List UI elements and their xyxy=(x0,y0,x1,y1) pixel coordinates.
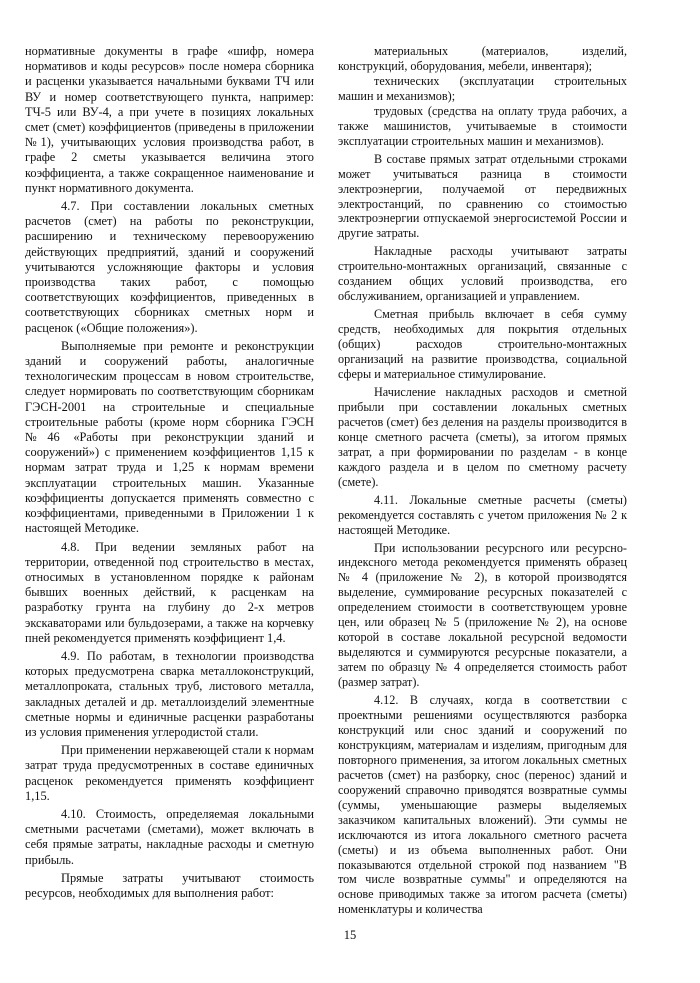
paragraph: Прямые затраты учитывают стоимость ресурсов, необходимых для выполнения работ: xyxy=(25,870,314,900)
paragraph: Выполняемые при ремонте и реконструкции зданий и сооружений работы, аналогичные технологическим процессам в новом строительстве, следует нормировать по соответствующим сборникам ГЭСН-2001 на строительные и специальные строительные работы (кроме норм сборника ГЭСН №46 «Работы при реконструкции зданий и сооружений») с применением коэффициентов 1,15 к нормам затрат труда и 1,25 к нормам времени эксплуатации строительных машин. Указанные коэффициенты допускается применять совместно с коэффициентами, приведенными в Приложении 1 к настоящей Методике. xyxy=(25,338,314,536)
paragraph: Сметная прибыль включает в себя сумму средств, необходимых для покрытия отдельных (общих) расходов строительно-монтажных организаций на развитие производства, социальной сферы и материальное стимулирование. xyxy=(338,307,627,382)
paragraph: В составе прямых затрат отдельными строками может учитываться разница в стоимости электроэнергии, получаемой от передвижных электростанций, по сравнению со стоимостью электроэнергии отпускаемой энергосистемой России и другие затраты. xyxy=(338,151,627,241)
paragraph-4-11: 4.11. Локальные сметные расчеты (сметы) рекомендуется составлять с учетом приложения № 2 к настоящей Методике. xyxy=(338,492,627,537)
paragraph-4-8: 4.8. При ведении земляных работ на территории, отведенной под строительство в местах, относимых в установленном порядке к районам бывших военных действий, к расценкам на разработку грунта на глубину до 2-х метров экскаваторами или бульдозерами, а также на корчевку пней рекомендуется применять коэффициент 1,4. xyxy=(25,539,314,645)
right-column xyxy=(338,44,627,917)
paragraph: Накладные расходы учитывают затраты строительно-монтажных организаций, связанные с созданием общих условий производства, его обслуживанием, организацией и управлением. xyxy=(338,244,627,304)
page-number: 15 xyxy=(343,928,357,942)
left-column xyxy=(25,44,314,901)
paragraph: При использовании ресурсного или ресурсно-индексного метода рекомендуется применять образец № 4 (приложение № 2), в которой производятся выделение, суммирование ресурсных показателей с определением стоимости в соответствующем уровне цен, или образец № 5 (приложение № 2), на основе которой в составе локальной ресурсной ведомости выделяются и суммируются ресурсные показатели, а затем по образцу № 4 определяется стоимость работ (размер затрат). xyxy=(338,540,627,690)
paragraph: нормативные документы в графе «шифр, номера нормативов и коды ресурсов» после номера сборника и расценки указывается начальными буквами ТЧ или ВУ и номер соответствующего пункта, например: ТЧ-5 или ВУ-4, а при учете в позициях локальных смет (смет) коэффициентов (приведены в приложении №1), учитывающих условия производства работ, в графе 2 сметы указывается величина этого коэффициента, а также сокращенное наименование и пункт нормативного документа. xyxy=(25,44,314,195)
list-item: материальных (материалов, изделий, конструкций, оборудования, мебели, инвентаря); xyxy=(338,44,627,73)
paragraph: Начисление накладных расходов и сметной прибыли при составлении локальных сметных расчетов (смет) без деления на разделы производится в конце сметного расчета (сметы), за итогом прямых затрат, а при формировании по разделам - в конце каждого раздела и в целом по сметному расчету (смете). xyxy=(338,384,627,489)
paragraph-4-10: 4.10. Стоимость, определяемая локальными сметными расчетами (сметами), может включать в себя прямые затраты, накладные расходы и сметную прибыль. xyxy=(25,806,314,867)
list-item: технических (эксплуатации строительных машин и механизмов); xyxy=(338,73,627,103)
paragraph-4-9: 4.9. По работам, в технологии производства которых предусмотрена сварка металлоконструкций, металлопроката, стальных труб, листового металла, закладных деталей и др. металлоизделий элементные сметные нормы и единичные расценки разработаны из условия применения углеродистой стали. xyxy=(25,648,314,739)
list-item: трудовых (средства на оплату труда рабочих, а также машинистов, учитываемые в стоимости эксплуатации строительных машин и механизмов). xyxy=(338,103,627,148)
paragraph: При применении нержавеющей стали к нормам затрат труда предусмотренных в составе единичных расценок рекомендуется применять коэффициент 1,15. xyxy=(25,743,314,803)
paragraph-4-12: 4.12. В случаях, когда в соответствии с проектными решениями осуществляются разборка конструкций или снос зданий и сооружений по конструкциям, материалам и изделиям, пригодным для повторного применения, за итогом локальных сметных расчетов (смет) на разборку, снос (перенос) зданий и сооружений справочно приводятся возвратные суммы (суммы, уменьшающие размеры выделяемых заказчиком капитальных вложений). Эти суммы не исключаются из итога локального сметного расчета (сметы) и из объема выполненных работ. Они показываются отдельной строкой под названием "В том числе возвратные суммы" и определяются на основе приводимых также за итогом расчета (сметы) номенклатуры и количества xyxy=(338,693,627,917)
paragraph-4-7: 4.7. При составлении локальных сметных расчетов (смет) на работы по реконструкции, расширению и техническому перевооружению действующих предприятий, зданий и сооружений учитываются усложняющие факторы и условия производства таких работ, с помощью соответствующих коэффициентов, приведенных в соответствующих сборниках сметных норм и расценок («Общие положения»). xyxy=(25,199,314,335)
